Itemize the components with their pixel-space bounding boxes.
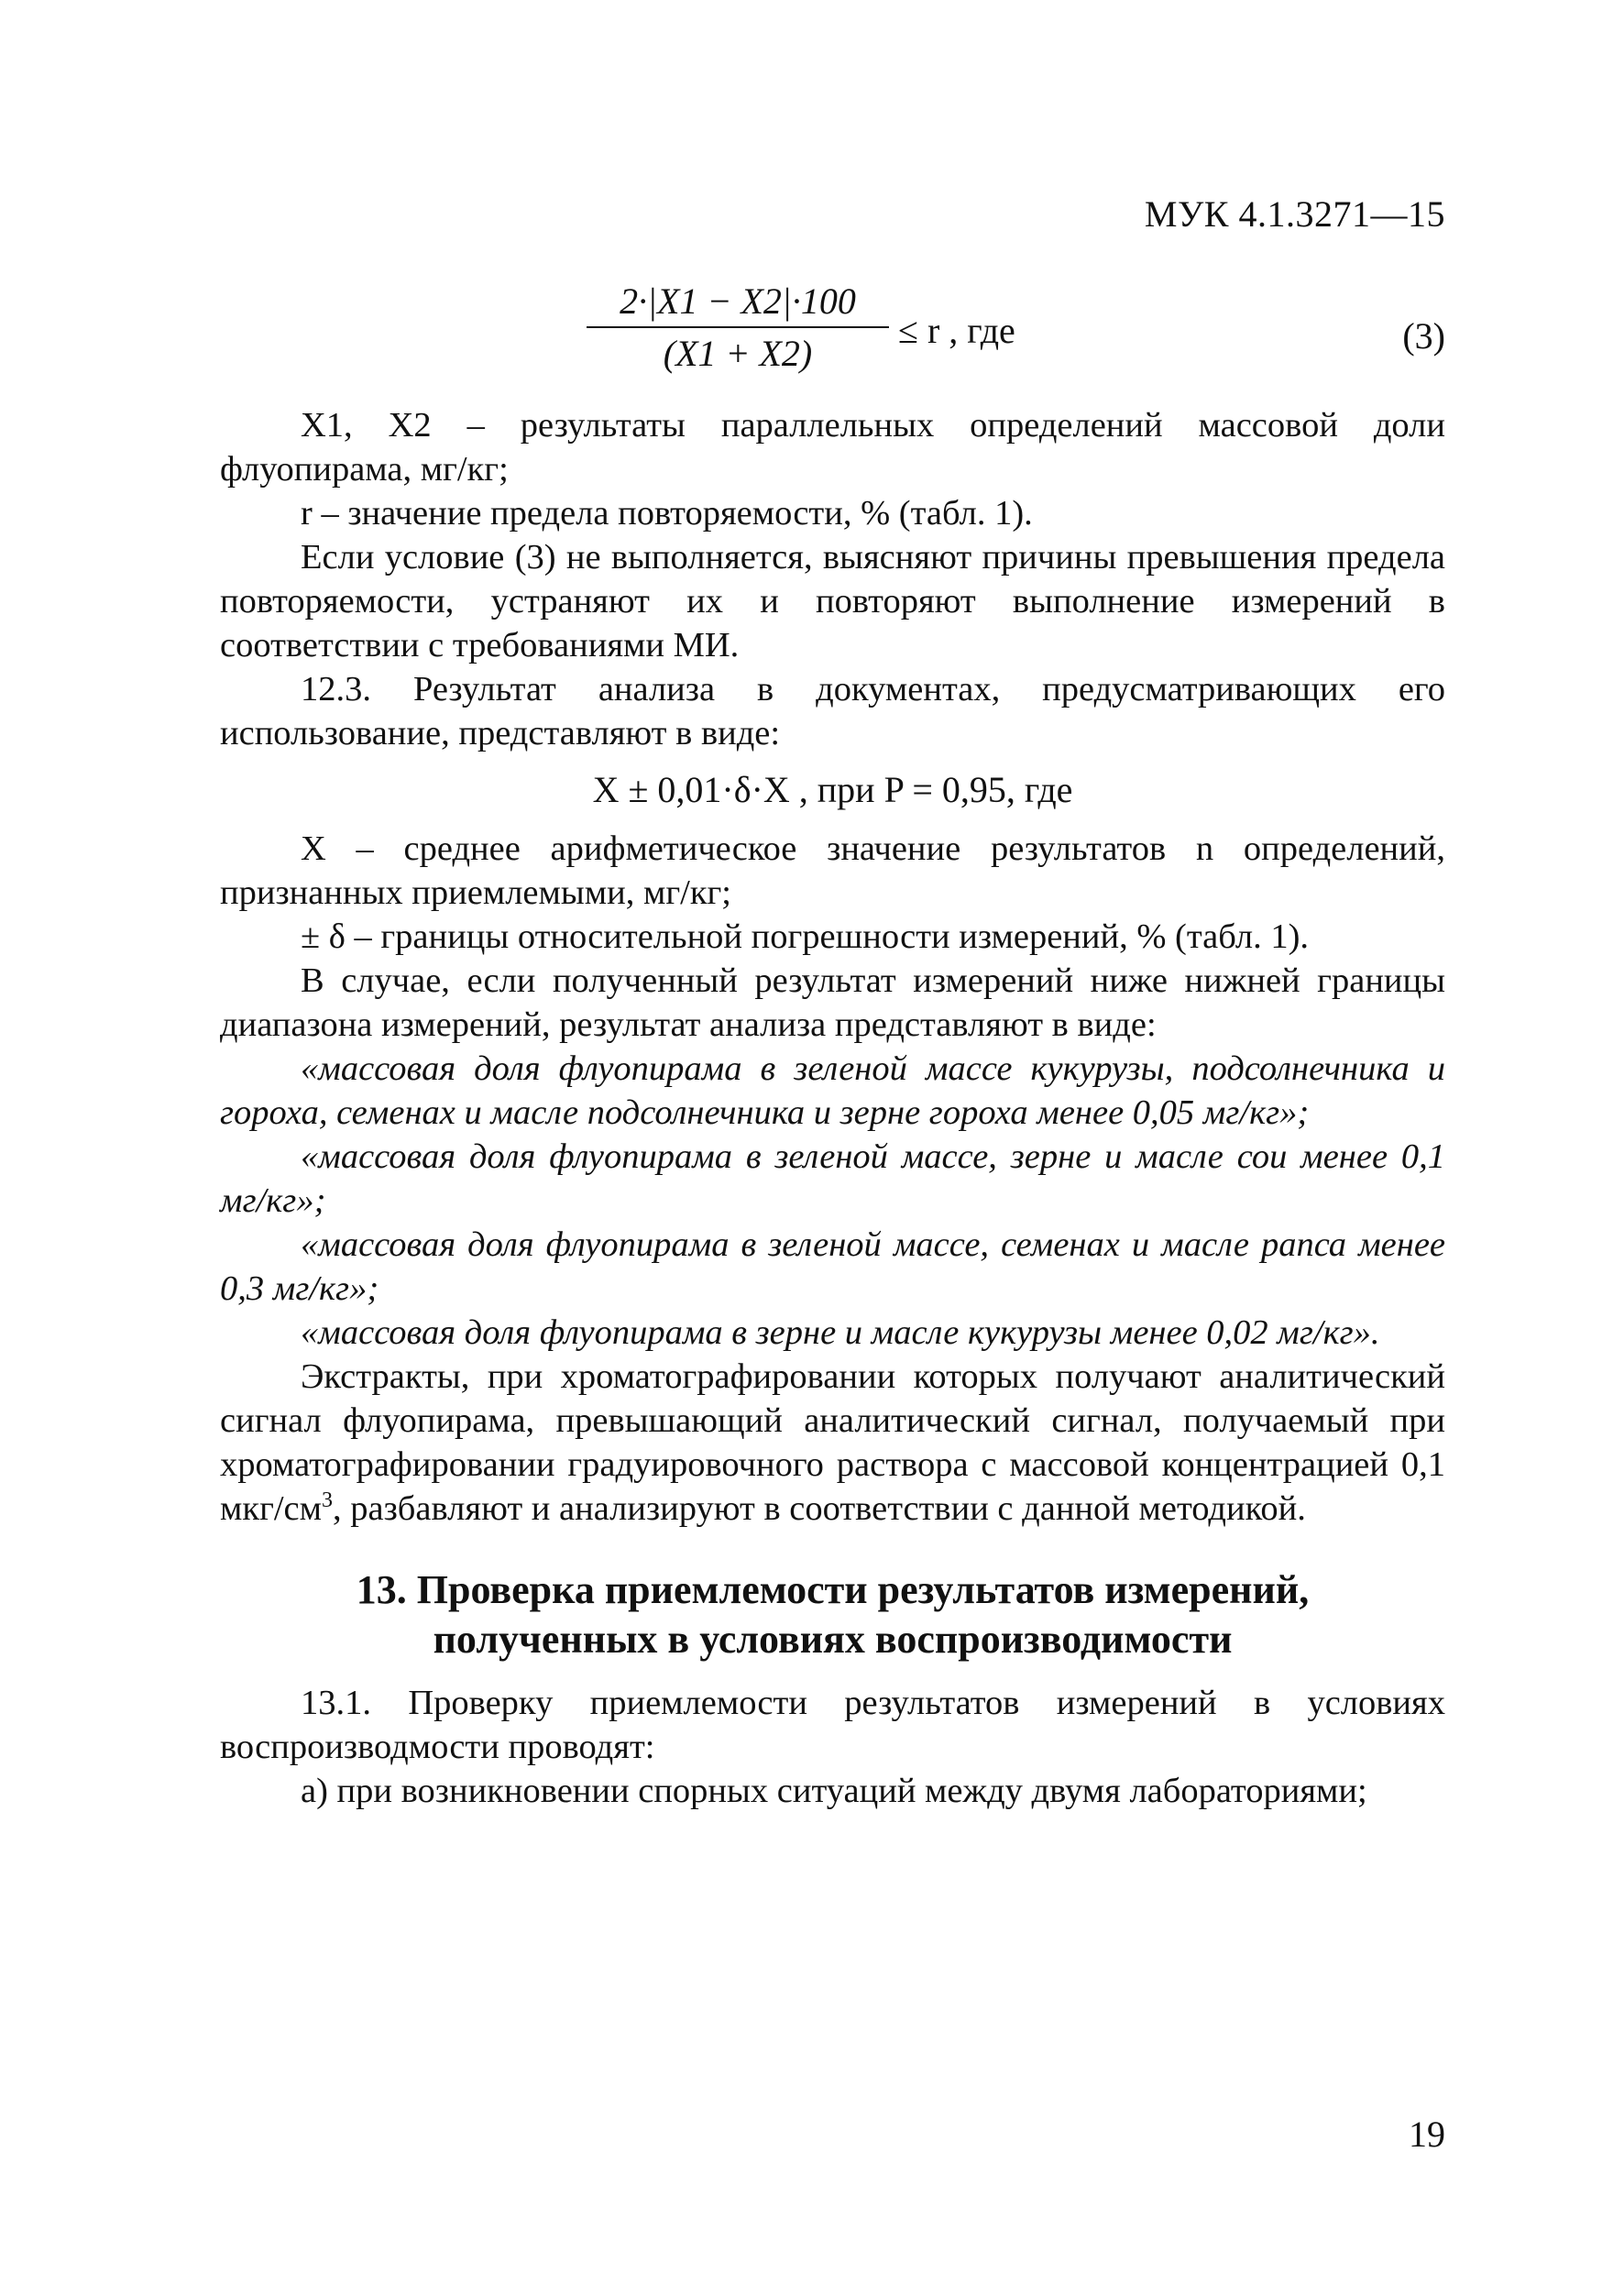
paragraph-variables: X1, X2 – результаты параллельных определений массовой доли флуопирама, мг/кг; [220,406,1445,489]
extracts-text-b: , разбавляют и анализируют в соответствии с данной методикой. [333,1489,1306,1528]
page-number: 19 [1409,2114,1445,2155]
formula-condition: ≤ r , где [898,310,1015,351]
paragraph-lower-bound: В случае, если полученный результат измерений ниже нижней границы диапазона измерений, результат анализа представляют в виде: [220,961,1445,1044]
formula-3 [220,280,1445,394]
extracts-text-a: Экстракты, при хроматографировании которых получают аналитический сигнал флуопирама, превышающий аналитический сигнал, получаемый при хроматографировании градуировочного раствора с массовой концентрацией 0,1 мкг/см [220,1357,1445,1528]
formula-fraction [587,280,889,375]
section-13-title-line2: полученных в условиях воспроизводимости [433,1617,1233,1662]
paragraph-13-1: 13.1. Проверку приемлемости результатов измерений в условиях воспроизводмости проводят: [220,1684,1445,1766]
paragraph-12-3: 12.3. Результат анализа в документах, предусматривающих его использование, представляют в виде: [220,670,1445,752]
formula-denominator: (X1 + X2) [587,326,889,375]
quote-corn-grain: «массовая доля флуопирама в зерне и масле кукурузы менее 0,02 мг/кг». [301,1313,1380,1352]
extracts-superscript: 3 [322,1488,334,1513]
paragraph-mean: X – среднее арифметическое значение результатов n определений, признанных приемлемыми, мг/кг; [220,829,1445,912]
quote-rapeseed: «массовая доля флуопирама в зеленой массе, семенах и масле рапса менее 0,3 мг/кг»; [220,1225,1445,1308]
paragraph-extracts [220,1355,1445,1531]
formula-result: X ± 0,01·δ·X , при P = 0,95, где [592,769,1073,810]
formula-numerator: 2·|X1 − X2|·100 [620,280,856,322]
section-13-title [220,1565,1445,1664]
document-code: МУК 4.1.3271—15 [1144,193,1445,235]
paragraph-repeatability: r – значение предела повторяемости, % (табл. 1). [301,494,1033,533]
quote-soy: «массовая доля флуопирама в зеленой массе, зерне и масле сои менее 0,1 мг/кг»; [220,1137,1445,1220]
quote-corn-sunflower-pea: «массовая доля флуопирама в зеленой массе кукурузы, подсолнечника и гороха, семенах и масле подсолнечника и зерне гороха менее 0,05 мг/кг»; [220,1049,1445,1132]
paragraph-delta: ± δ – границы относительной погрешности измерений, % (табл. 1). [301,917,1310,956]
paragraph-13-1-a: а) при возникновении спорных ситуаций между двумя лабораториями; [301,1772,1367,1810]
paragraph-condition: Если условие (3) не выполняется, выясняют причины превышения предела повторяемости, устраняют их и повторяют выполнение измерений в соответствии с требованиями МИ. [220,538,1445,664]
body-text [220,403,1445,1813]
section-13-title-line1: 13. Проверка приемлемости результатов измерений, [356,1567,1310,1612]
equation-number: (3) [1402,315,1445,357]
